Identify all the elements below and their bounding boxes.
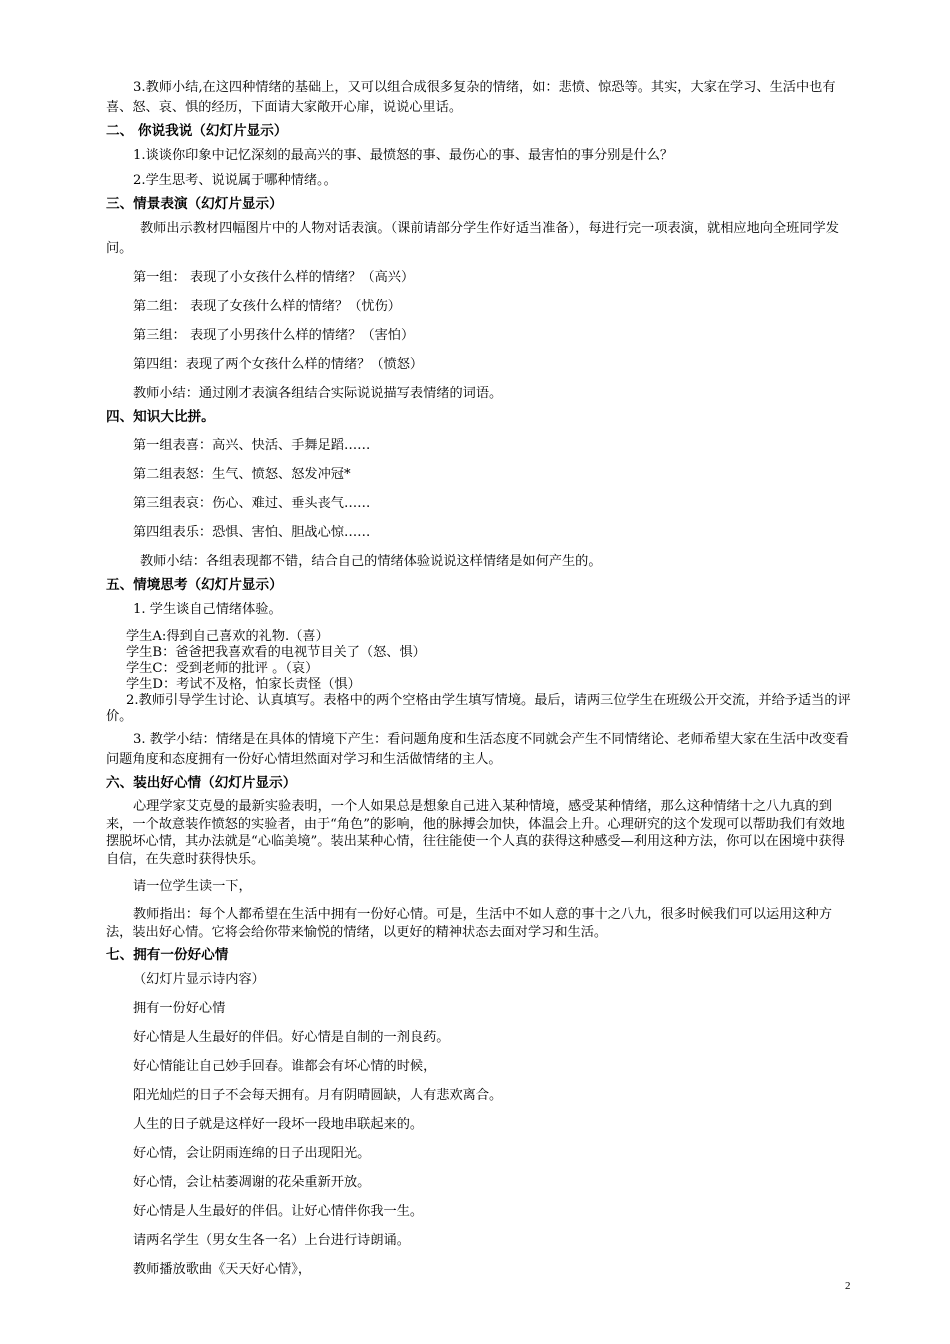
paragraph: 教师出示教材四幅图片中的人物对话表演。（课前请部分学生作好适当准备），每进行完一项表演，就相应地向全班同学发问。 <box>106 221 839 256</box>
document-page <box>106 78 854 1280</box>
poem-line: 好心情，会让阴雨连绵的日子出现阳光。 <box>133 1146 371 1161</box>
poem-line: 拥有一份好心情 <box>133 1001 226 1016</box>
poem-line: 阳光灿烂的日子不会每天拥有。月有阴晴圆缺，人有悲欢离合。 <box>133 1088 503 1103</box>
poem-line: 好心情，会让枯萎凋谢的花朵重新开放。 <box>133 1175 371 1190</box>
section-heading-2: 二、 你说我说（幻灯片显示） <box>106 123 288 139</box>
list-item: 第四组：表现了两个女孩什么样的情绪？（愤怒） <box>133 357 424 372</box>
list-item: 第一组： 表现了小女孩什么样的情绪？（高兴） <box>133 270 415 285</box>
list-item: 学生D：考试不及格，怕家长责怪（惧） <box>126 677 361 692</box>
poem-line: 好心情是人生最好的伴侣。让好心情伴你我一生。 <box>133 1204 424 1219</box>
paragraph: 请一位学生读一下， <box>133 879 252 894</box>
poem-line: （幻灯片显示诗内容） <box>133 972 265 987</box>
list-item: 第三组： 表现了小男孩什么样的情绪？（害怕） <box>133 328 415 343</box>
paragraph: 心理学家艾克曼的最新实验表明，一个人如果总是想象自己进入某种情境，感受某种情绪，那么这种情绪十之八九真的到来，一个故意装作愤怒的实验者，由于“角色”的影响，他的脉搏会加快，体温会上升。心理研究的这个发现可以帮助我们有效地摆脱坏心情，其办法就是“心临美境”。装出某种心情，往往能使一个人真的获得这种感受—利用这种方法，你可以在困境中获得自信，在失意时获得快乐。 <box>106 799 845 867</box>
list-item: 第一组表喜：高兴、快活、手舞足蹈…… <box>133 438 371 453</box>
poem-line: 好心情能让自己妙手回春。谁都会有坏心情的时候， <box>133 1059 437 1074</box>
list-item: 学生B：爸爸把我喜欢看的电视节目关了（怒、惧） <box>126 645 426 660</box>
list-item: 第三组表哀：伤心、难过、垂头丧气…… <box>133 496 371 511</box>
section-heading-3: 三、情景表演（幻灯片显示） <box>106 196 283 212</box>
list-item: 第二组： 表现了女孩什么样的情绪？（忧伤） <box>133 299 401 314</box>
poem-block <box>106 970 854 1280</box>
page-number: 2 <box>845 1280 851 1292</box>
poem-line: 人生的日子就是这样好一段坏一段地串联起来的。 <box>133 1117 424 1132</box>
paragraph: 2.学生思考、说说属于哪种情绪。。 <box>133 173 337 188</box>
summary-paragraph: 3.教师小结,在这四种情绪的基础上，又可以组合成很多复杂的情绪，如：悲愤、惊恐等。其实，大家在学习、生活中也有喜、怒、哀、惧的经历，下面请大家敞开心扉，说说心里话。 <box>106 80 836 115</box>
list-item: 学生C：受到老师的批评 。（哀） <box>126 661 319 676</box>
paragraph: 3. 教学小结：情绪是在具体的情境下产生：看问题角度和生活态度不同就会产生不同情绪论、老师希望大家在生活中改变看问题角度和态度拥有一份好心情坦然面对学习和生活做情绪的主人。 <box>106 732 849 767</box>
paragraph: 1. 学生谈自己情绪体验。 <box>133 602 282 617</box>
section-heading-7: 七、拥有一份好心情 <box>106 947 229 963</box>
list-item: 第二组表怒：生气、愤怒、怒发冲冠* <box>133 467 351 482</box>
section-heading-4: 四、知识大比拼。 <box>106 409 215 425</box>
paragraph: 2.教师引导学生讨论、认真填写。表格中的两个空格由学生填写情境。最后，请两三位学生在班级公开交流，并给予适当的评价。 <box>106 693 851 724</box>
paragraph: 教师小结：各组表现都不错，结合自己的情绪体验说说这样情绪是如何产生的。 <box>140 554 602 569</box>
paragraph: 教师指出：每个人都希望在生活中拥有一份好心情。可是，生活中不如人意的事十之八九，很多时候我们可以运用这种方法，装出好心情。它将会给你带来愉悦的情绪，以更好的精神状态去面对学习和生活。 <box>106 907 832 940</box>
paragraph: 1.谈谈你印象中记忆深刻的最高兴的事、最愤怒的事、最伤心的事、最害怕的事分别是什么？ <box>133 148 674 163</box>
poem-line: 教师播放歌曲《天天好心情》， <box>133 1262 312 1277</box>
paragraph: 教师小结：通过刚才表演各组结合实际说说描写表情绪的词语。 <box>133 386 503 401</box>
poem-line: 好心情是人生最好的伴侣。好心情是自制的一剂良药。 <box>133 1030 450 1045</box>
list-item: 第四组表乐：恐惧、害怕、胆战心惊…… <box>133 525 371 540</box>
poem-line: 请两名学生（男女生各一名）上台进行诗朗诵。 <box>133 1233 410 1248</box>
list-item: 学生A:得到自己喜欢的礼物.（喜） <box>126 629 329 644</box>
section-heading-5: 五、情境思考（幻灯片显示） <box>106 577 283 593</box>
section-heading-6: 六、装出好心情（幻灯片显示） <box>106 775 297 791</box>
